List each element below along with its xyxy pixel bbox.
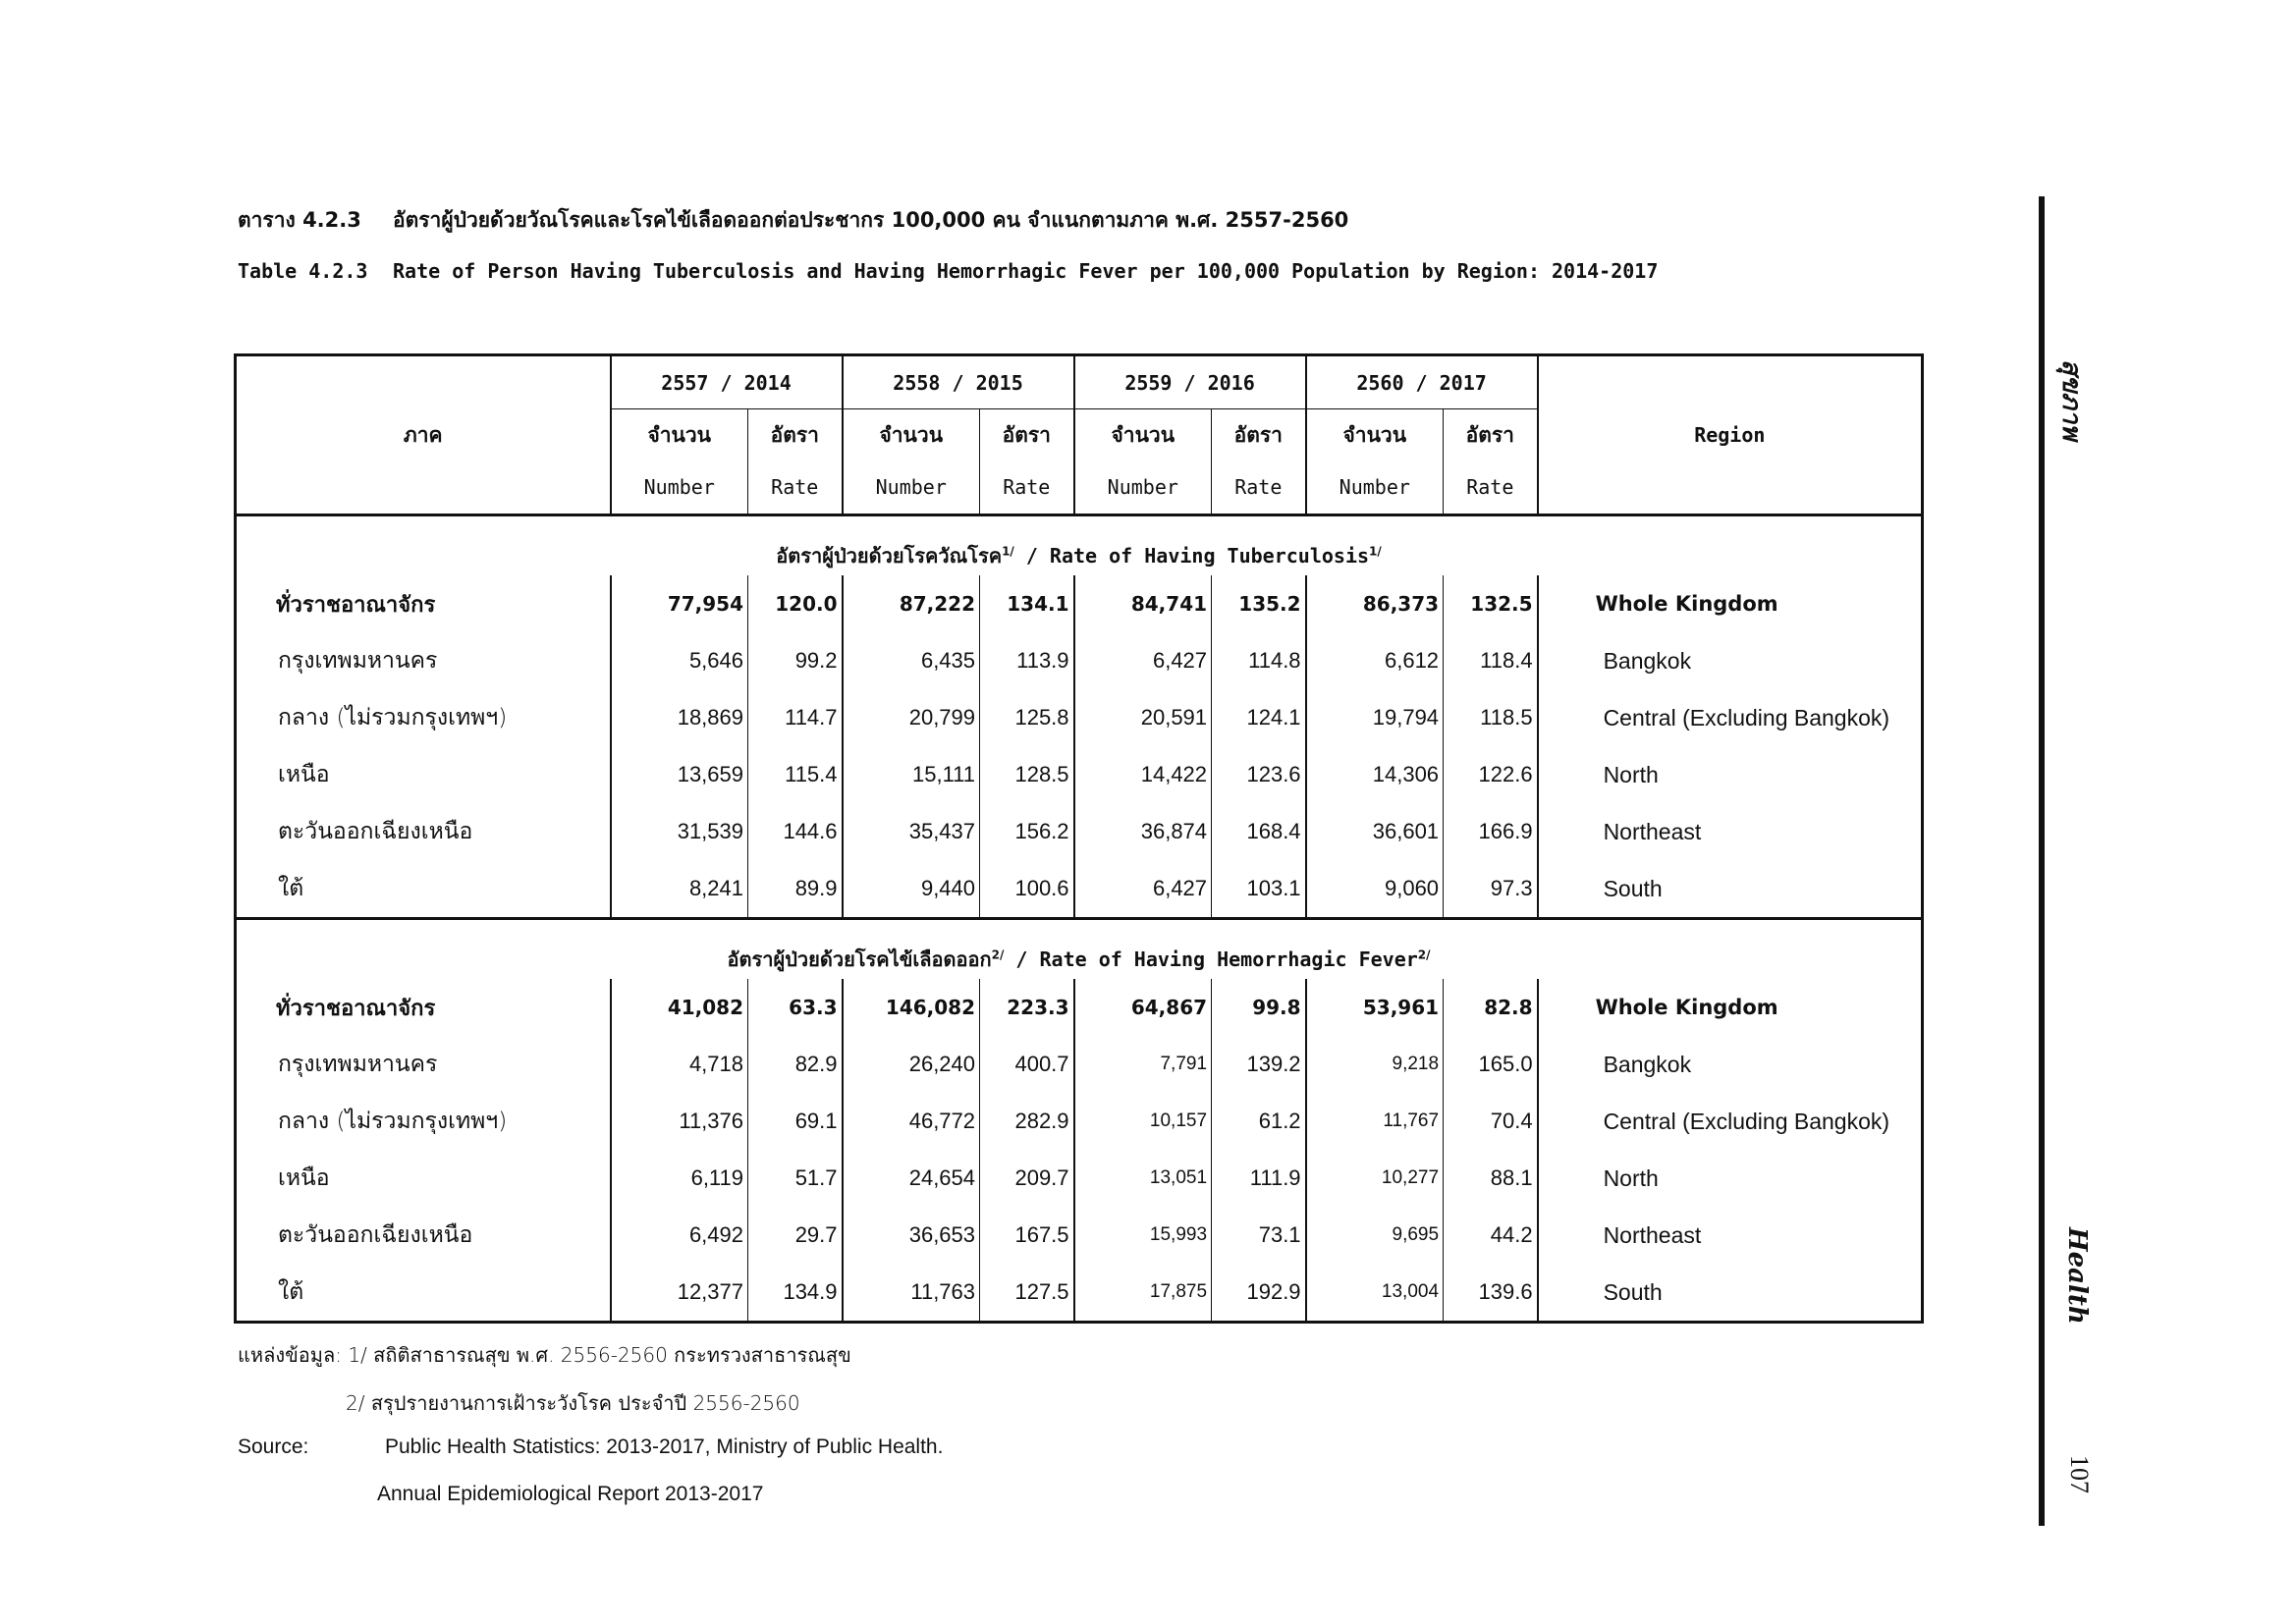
- cell-rate: 282.9: [980, 1093, 1074, 1150]
- header-region-thai: ภาค: [236, 355, 611, 515]
- table-row: [236, 1150, 1923, 1207]
- cell-rate: 115.4: [748, 746, 843, 803]
- cell-rate: 128.5: [980, 746, 1074, 803]
- source-label: Source:: [238, 1435, 309, 1458]
- cell-rate: 89.9: [748, 860, 843, 919]
- region-name-thai: ใต้: [236, 1264, 611, 1323]
- page-number: 107: [2065, 1455, 2094, 1493]
- section-heading-english: / Rate of Having Hemorrhagic Fever: [1004, 947, 1418, 971]
- cell-number: 11,763: [843, 1264, 980, 1323]
- cell-number: 12,377: [611, 1264, 748, 1323]
- region-name-english: Northeast: [1538, 1207, 1923, 1264]
- section-footnote-ref: 1/: [1369, 544, 1382, 559]
- table-row: [236, 803, 1923, 860]
- cell-rate: 209.7: [980, 1150, 1074, 1207]
- header-rate-english: Rate: [1212, 461, 1306, 515]
- cell-number: 11,376: [611, 1093, 748, 1150]
- cell-rate: 61.2: [1212, 1093, 1306, 1150]
- cell-rate: 166.9: [1444, 803, 1538, 860]
- cell-number: 14,306: [1306, 746, 1444, 803]
- region-name-thai: กลาง (ไม่รวมกรุงเทพฯ): [236, 1093, 611, 1150]
- cell-rate: 114.8: [1212, 632, 1306, 689]
- cell-number: 84,741: [1074, 575, 1212, 632]
- source-note-thai-1: แหล่งข้อมูล: 1/ สถิติสาธารณสุข พ.ศ. 2556-2560 กระทรวงสาธารณสุข: [238, 1343, 851, 1367]
- cell-rate: 120.0: [748, 575, 843, 632]
- header-rate-thai: อัตรา: [980, 409, 1074, 461]
- header-year-2017: 2560 / 2017: [1306, 355, 1538, 409]
- cell-rate: 113.9: [980, 632, 1074, 689]
- cell-number: 14,422: [1074, 746, 1212, 803]
- section-heading-thai: อัตราผู้ป่วยด้วยโรคไข้เลือดออก: [727, 947, 992, 971]
- region-name-english: North: [1538, 746, 1923, 803]
- cell-number: 64,867: [1074, 979, 1212, 1036]
- cell-rate: 82.9: [748, 1036, 843, 1093]
- cell-number: 8,241: [611, 860, 748, 919]
- table-row: [236, 746, 1923, 803]
- cell-number: 19,794: [1306, 689, 1444, 746]
- cell-number: 5,646: [611, 632, 748, 689]
- region-name-english: North: [1538, 1150, 1923, 1207]
- table-row: [236, 1036, 1923, 1093]
- table-row: [236, 860, 1923, 919]
- cell-number: 36,874: [1074, 803, 1212, 860]
- cell-rate: 165.0: [1444, 1036, 1538, 1093]
- header-year-2015: 2558 / 2015: [843, 355, 1074, 409]
- cell-number: 10,277: [1306, 1150, 1444, 1207]
- cell-rate: 44.2: [1444, 1207, 1538, 1264]
- cell-rate: 132.5: [1444, 575, 1538, 632]
- section-heading-row: [236, 515, 1923, 576]
- region-name-thai: กรุงเทพมหานคร: [236, 1036, 611, 1093]
- region-name-thai: ใต้: [236, 860, 611, 919]
- source-note-thai-2: 2/ สรุปรายงานการเฝ้าระวังโรค ประจำปี 2556-2560: [346, 1391, 800, 1415]
- cell-rate: 63.3: [748, 979, 843, 1036]
- cell-number: 13,659: [611, 746, 748, 803]
- region-name-english: Whole Kingdom: [1538, 979, 1923, 1036]
- cell-number: 9,060: [1306, 860, 1444, 919]
- cell-rate: 122.6: [1444, 746, 1538, 803]
- cell-rate: 70.4: [1444, 1093, 1538, 1150]
- region-name-thai: เหนือ: [236, 746, 611, 803]
- region-name-english: South: [1538, 860, 1923, 919]
- cell-number: 10,157: [1074, 1093, 1212, 1150]
- cell-number: 9,218: [1306, 1036, 1444, 1093]
- table-title-english: [238, 259, 1658, 283]
- header-rate-english: Rate: [1444, 461, 1538, 515]
- source-note-english-2: Annual Epidemiological Report 2013-2017: [377, 1483, 764, 1505]
- cell-number: 7,791: [1074, 1036, 1212, 1093]
- cell-number: 6,427: [1074, 632, 1212, 689]
- section-footnote-ref: 1/: [1002, 544, 1014, 559]
- cell-number: 6,612: [1306, 632, 1444, 689]
- cell-rate: 127.5: [980, 1264, 1074, 1323]
- region-name-english: Northeast: [1538, 803, 1923, 860]
- cell-number: 35,437: [843, 803, 980, 860]
- cell-number: 24,654: [843, 1150, 980, 1207]
- cell-rate: 82.8: [1444, 979, 1538, 1036]
- header-rate-english: Rate: [980, 461, 1074, 515]
- cell-number: 36,601: [1306, 803, 1444, 860]
- table-row: [236, 1264, 1923, 1323]
- cell-number: 11,767: [1306, 1093, 1444, 1150]
- cell-rate: 99.2: [748, 632, 843, 689]
- table-title-english-text: Rate of Person Having Tuberculosis and Having Hemorrhagic Fever per 100,000 Population by Region: 2014-2017: [393, 259, 1659, 283]
- chapter-label-english: Health: [2062, 1227, 2092, 1325]
- cell-number: 46,772: [843, 1093, 980, 1150]
- cell-rate: 135.2: [1212, 575, 1306, 632]
- cell-number: 6,435: [843, 632, 980, 689]
- cell-number: 13,004: [1306, 1264, 1444, 1323]
- cell-rate: 118.4: [1444, 632, 1538, 689]
- cell-rate: 100.6: [980, 860, 1074, 919]
- header-rate-thai: อัตรา: [1444, 409, 1538, 461]
- sidebar-divider: [2039, 196, 2045, 1526]
- cell-rate: 51.7: [748, 1150, 843, 1207]
- cell-rate: 156.2: [980, 803, 1074, 860]
- section-footnote-ref: 2/: [1417, 947, 1431, 962]
- table-row: [236, 632, 1923, 689]
- cell-rate: 139.6: [1444, 1264, 1538, 1323]
- cell-number: 20,799: [843, 689, 980, 746]
- cell-rate: 400.7: [980, 1036, 1074, 1093]
- table-body: [236, 515, 1923, 1323]
- cell-number: 6,119: [611, 1150, 748, 1207]
- region-name-english: Central (Excluding Bangkok): [1538, 1093, 1923, 1150]
- table-row: [236, 1207, 1923, 1264]
- cell-rate: 103.1: [1212, 860, 1306, 919]
- table-row: [236, 689, 1923, 746]
- cell-number: 26,240: [843, 1036, 980, 1093]
- cell-number: 87,222: [843, 575, 980, 632]
- header-number-thai: จำนวน: [1306, 409, 1444, 461]
- cell-rate: 125.8: [980, 689, 1074, 746]
- cell-rate: 139.2: [1212, 1036, 1306, 1093]
- cell-rate: 123.6: [1212, 746, 1306, 803]
- region-name-thai: ทั่วราชอาณาจักร: [236, 575, 611, 632]
- cell-number: 9,440: [843, 860, 980, 919]
- cell-number: 53,961: [1306, 979, 1444, 1036]
- table-title-thai-text: อัตราผู้ป่วยด้วยวัณโรคและโรคไข้เลือดออกต่อประชากร 100,000 คน จำแนกตามภาค พ.ศ. 2557-2560: [393, 208, 1349, 232]
- table-row: [236, 575, 1923, 632]
- cell-number: 17,875: [1074, 1264, 1212, 1323]
- cell-rate: 97.3: [1444, 860, 1538, 919]
- cell-number: 31,539: [611, 803, 748, 860]
- section-heading: [236, 515, 1923, 576]
- section-heading-thai: อัตราผู้ป่วยด้วยโรควัณโรค: [776, 544, 1003, 568]
- section-heading: [236, 919, 1923, 980]
- cell-number: 13,051: [1074, 1150, 1212, 1207]
- header-year-2014: 2557 / 2014: [611, 355, 843, 409]
- cell-number: 36,653: [843, 1207, 980, 1264]
- statistics-table: [234, 353, 1924, 1324]
- cell-number: 41,082: [611, 979, 748, 1036]
- cell-rate: 111.9: [1212, 1150, 1306, 1207]
- cell-rate: 124.1: [1212, 689, 1306, 746]
- region-name-thai: กลาง (ไม่รวมกรุงเทพฯ): [236, 689, 611, 746]
- region-name-thai: ตะวันออกเฉียงเหนือ: [236, 803, 611, 860]
- cell-number: 86,373: [1306, 575, 1444, 632]
- cell-rate: 192.9: [1212, 1264, 1306, 1323]
- region-name-english: Central (Excluding Bangkok): [1538, 689, 1923, 746]
- cell-rate: 167.5: [980, 1207, 1074, 1264]
- cell-number: 15,993: [1074, 1207, 1212, 1264]
- header-rate-english: Rate: [748, 461, 843, 515]
- cell-rate: 134.1: [980, 575, 1074, 632]
- region-name-thai: เหนือ: [236, 1150, 611, 1207]
- cell-rate: 168.4: [1212, 803, 1306, 860]
- cell-number: 77,954: [611, 575, 748, 632]
- cell-rate: 223.3: [980, 979, 1074, 1036]
- table-row: [236, 979, 1923, 1036]
- cell-number: 4,718: [611, 1036, 748, 1093]
- cell-rate: 134.9: [748, 1264, 843, 1323]
- cell-number: 9,695: [1306, 1207, 1444, 1264]
- header-region-english: Region: [1538, 355, 1923, 515]
- header-year-2016: 2559 / 2016: [1074, 355, 1306, 409]
- table-number-english: Table 4.2.3: [238, 259, 368, 283]
- region-name-thai: กรุงเทพมหานคร: [236, 632, 611, 689]
- region-name-english: Bangkok: [1538, 1036, 1923, 1093]
- region-name-thai: ทั่วราชอาณาจักร: [236, 979, 611, 1036]
- cell-number: 20,591: [1074, 689, 1212, 746]
- table-row: [236, 1093, 1923, 1150]
- cell-number: 18,869: [611, 689, 748, 746]
- chapter-label-thai: สุขภาพ: [2056, 359, 2086, 441]
- cell-rate: 118.5: [1444, 689, 1538, 746]
- cell-rate: 144.6: [748, 803, 843, 860]
- cell-number: 6,427: [1074, 860, 1212, 919]
- header-number-english: Number: [843, 461, 980, 515]
- section-footnote-ref: 2/: [991, 947, 1005, 962]
- header-number-thai: จำนวน: [1074, 409, 1212, 461]
- region-name-thai: ตะวันออกเฉียงเหนือ: [236, 1207, 611, 1264]
- cell-rate: 88.1: [1444, 1150, 1538, 1207]
- header-number-english: Number: [611, 461, 748, 515]
- cell-rate: 29.7: [748, 1207, 843, 1264]
- cell-rate: 73.1: [1212, 1207, 1306, 1264]
- header-number-english: Number: [1074, 461, 1212, 515]
- table-title-thai: [238, 204, 1348, 237]
- header-number-thai: จำนวน: [611, 409, 748, 461]
- table-number-thai: ตาราง 4.2.3: [238, 208, 361, 232]
- header-number-english: Number: [1306, 461, 1444, 515]
- cell-number: 146,082: [843, 979, 980, 1036]
- section-heading-english: / Rate of Having Tuberculosis: [1013, 544, 1370, 568]
- cell-rate: 99.8: [1212, 979, 1306, 1036]
- header-rate-thai: อัตรา: [748, 409, 843, 461]
- cell-rate: 114.7: [748, 689, 843, 746]
- source-note-english-1: Public Health Statistics: 2013-2017, Ministry of Public Health.: [385, 1435, 944, 1458]
- cell-rate: 69.1: [748, 1093, 843, 1150]
- region-name-english: Bangkok: [1538, 632, 1923, 689]
- region-name-english: Whole Kingdom: [1538, 575, 1923, 632]
- header-number-thai: จำนวน: [843, 409, 980, 461]
- cell-number: 15,111: [843, 746, 980, 803]
- region-name-english: South: [1538, 1264, 1923, 1323]
- header-rate-thai: อัตรา: [1212, 409, 1306, 461]
- cell-number: 6,492: [611, 1207, 748, 1264]
- section-heading-row: [236, 919, 1923, 980]
